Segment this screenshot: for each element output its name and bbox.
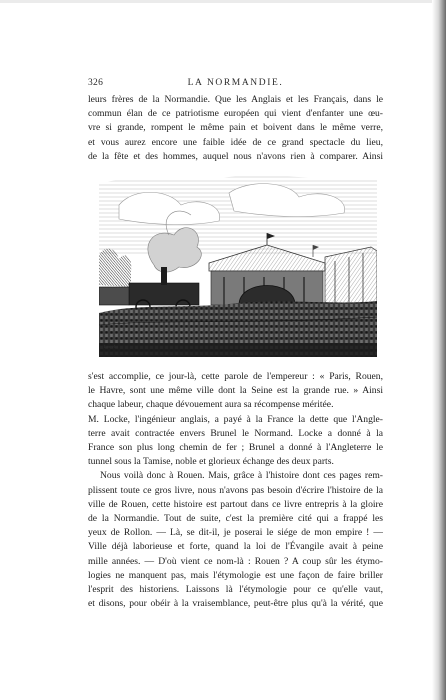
page-edge-shadow bbox=[432, 0, 446, 700]
text-line: terre avait contractée envers Brunel le Normand. Locke a donné à la bbox=[88, 427, 383, 439]
bottom-paragraph bbox=[88, 370, 383, 611]
text-line: chaque labeur, chaque dévouement aura sa récompense méritée. bbox=[88, 399, 334, 411]
text-line: Ville déjà laborieuse et forte, quand la loi de l'Évangile avait à peine bbox=[88, 541, 383, 553]
text-line: ville de Rouen, cette histoire est partout dans ce livre entrepris à la gloire bbox=[88, 498, 383, 510]
text-line: de la fête et des hommes, auquel nous n'avons rien à comparer. Ainsi bbox=[88, 150, 383, 162]
text-line: le Havre, sont une même ville dont la Seine est la grande rue. » Ainsi bbox=[88, 385, 383, 397]
text-line: s'est accomplie, ce jour-là, cette parole de l'empereur : « Paris, Rouen, bbox=[88, 371, 383, 382]
text-line: et vous aurez encore une faible idée de ce grand spectacle du lieu, bbox=[88, 136, 383, 148]
engraver-signature: Lancelot bbox=[104, 344, 118, 349]
text-line: l'esprit des historiens. Laissons là l'étymologie pour ce qu'elle vaut, bbox=[88, 584, 383, 596]
page-header bbox=[88, 78, 383, 92]
text-line: et disons, pour obéir à la vraisemblance, peut-être plus qu'à la vérité, que bbox=[88, 598, 383, 610]
text-line: plissent toute ce gros livre, nous n'avons pas besoin d'écrire l'histoire de la bbox=[88, 484, 383, 496]
railway-station-engraving bbox=[99, 175, 377, 357]
text-line: vre si grande, rompent le même pain et boivent dans le même verre, bbox=[88, 122, 383, 134]
page-top-edge bbox=[0, 0, 446, 3]
text-line: mille années. — D'où vient ce nom-là : Rouen ? A coup sûr les étymo- bbox=[88, 555, 383, 567]
text-line: commun élan de ce patriotisme européen qui vient d'enfanter une œu- bbox=[88, 108, 383, 120]
text-line: yeux de Rollon. — Là, se dit-il, je poserai le siége de mon empire ! — bbox=[88, 527, 383, 539]
text-line: de la Normandie. Tout de suite, c'est la première cité qui a frappé les bbox=[88, 513, 383, 525]
text-line: M. Locke, l'ingénieur anglais, a payé à la France la dette que l'Angle- bbox=[88, 413, 383, 425]
text-line: leurs frères de la Normandie. Que les Anglais et les Français, dans le bbox=[88, 94, 383, 105]
text-line: Nous voilà donc à Rouen. Mais, grâce à l'histoire dont ces pages rem- bbox=[100, 470, 383, 482]
top-paragraph bbox=[88, 93, 383, 164]
page-number: 326 bbox=[88, 78, 104, 88]
text-line: logies ne manquent pas, mais l'étymologie est une façon de faire briller bbox=[88, 569, 383, 581]
text-line: tunnel sous la Tamise, noble et glorieux échange des deux parts. bbox=[88, 456, 334, 468]
text-line: France son plus long chemin de fer ; Brunel a donné à l'Angleterre le bbox=[88, 442, 383, 454]
running-head: LA NORMANDIE. bbox=[187, 78, 284, 88]
